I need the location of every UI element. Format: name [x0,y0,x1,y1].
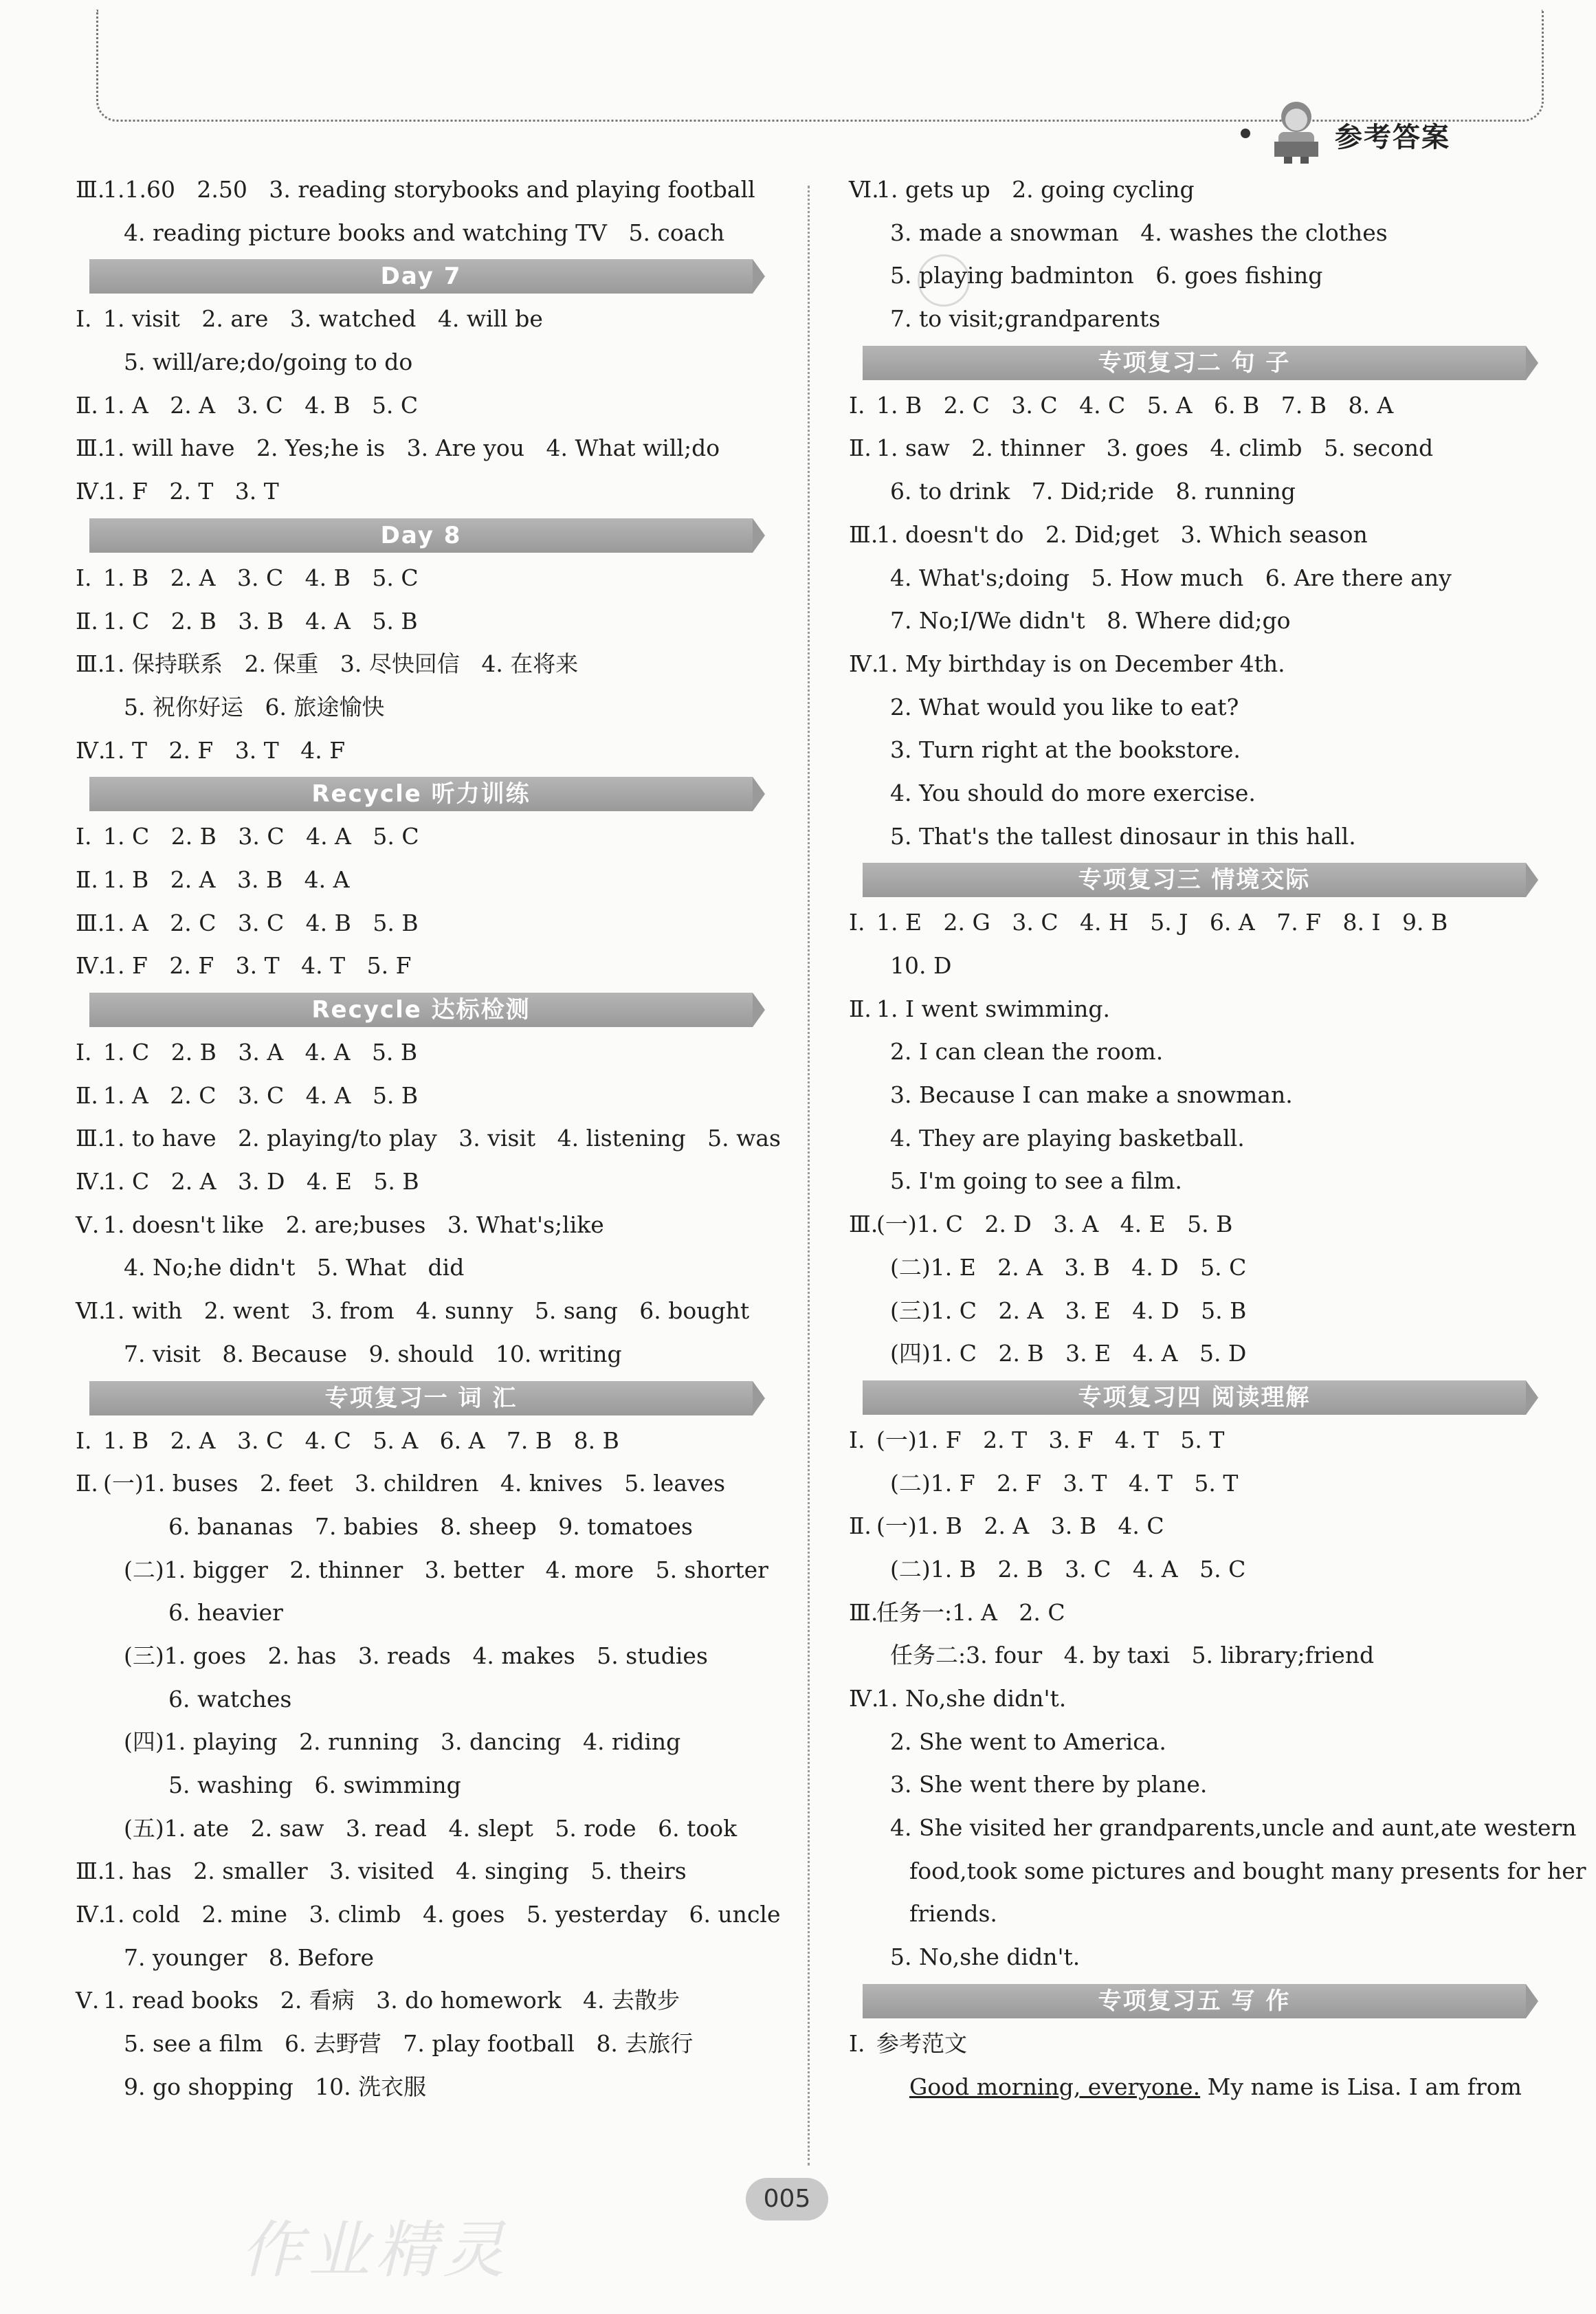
answer-text: (三)1. goes 2. has 3. reads 4. makes 5. studies [124,1642,708,1669]
answer-text: (二)1. F 2. F 3. T 4. T 5. T [890,1469,1239,1497]
answer-line [76,1075,763,1118]
answer-text: 7. younger 8. Before [124,1943,375,1971]
answer-line [849,901,1536,945]
answer-line [849,1893,1536,1936]
question-group-numeral: Ⅰ. [76,564,92,591]
page-number: 005 [746,2178,828,2221]
answer-line [76,1333,763,1376]
answer-line [849,1850,1586,1893]
question-group-numeral: Ⅲ. [849,1598,878,1626]
answer-text: 4. She visited her grandparents,uncle and aunt,ate western [890,1814,1577,1842]
answer-text: 1. I went swimming. [876,995,1111,1022]
section-header-bar: Day 8 [89,518,753,553]
answer-line [849,254,1536,298]
answer-text: (一)1. C 2. D 3. A 4. E 5. B [876,1211,1233,1238]
header-bullet [1241,129,1250,138]
answer-text: (二)1. bigger 2. thinner 3. better 4. more 5. shorter [124,1556,768,1583]
answer-text: 1. F 2. F 3. T 4. T 5. F [103,952,412,980]
answer-line [849,1634,1536,1677]
section-header-bar: 专项复习四 阅读理解 [863,1380,1526,1415]
section-header-bar: 专项复习二 句 子 [863,346,1526,380]
answer-line [849,514,1536,557]
answer-text: 5. No,she didn't. [890,1943,1080,1971]
answer-text: 6. heavier [168,1599,283,1627]
answer-text: 1. saw 2. thinner 3. goes 4. climb 5. second [876,434,1434,462]
question-group-numeral: Ⅰ. [76,305,92,333]
answer-text: 1. C 2. B 3. B 4. A 5. B [103,607,418,635]
answer-line [849,1591,1536,1635]
answer-text: 1. E 2. G 3. C 4. H 5. J 6. A 7. F 8. I 9. B [876,909,1448,936]
answer-text: 1.1.60 2.50 3. reading storybooks and playing football [103,176,755,203]
answer-line [76,1893,781,1937]
question-group-numeral: Ⅱ. [76,866,98,893]
question-group-numeral: Ⅱ. [849,995,872,1022]
answer-text: 1. gets up 2. going cycling [876,176,1195,203]
answer-text: 1. B 2. A 3. C 4. B 5. C [103,564,419,591]
question-group-numeral: Ⅰ. [849,391,865,419]
question-group-numeral: Ⅲ. [76,1858,105,1885]
underlined-text: Good morning, everyone. [909,2073,1201,2100]
answer-text: 1. A 2. A 3. C 4. B 5. C [103,391,419,419]
answer-text: 3. She went there by plane. [890,1771,1208,1798]
question-group-numeral: Ⅲ. [849,1211,878,1238]
answer-line [76,859,763,902]
answer-text: 参考范文 [876,2029,967,2057]
answer-text: (二)1. B 2. B 3. C 4. A 5. C [890,1555,1246,1583]
answer-text: 5. 祝你好运 6. 旅途愉快 [124,693,385,720]
answer-text: 5. That's the tallest dinosaur in this hall. [890,822,1356,850]
answer-text: 1. C 2. B 3. A 4. A 5. B [103,1039,418,1066]
answer-text: 1. visit 2. are 3. watched 4. will be [103,305,543,333]
answer-line [76,902,763,945]
answer-text: My name is Lisa. I am from [1200,2073,1522,2100]
question-group-numeral: Ⅱ. [849,1512,872,1540]
question-group-numeral: Ⅳ. [849,650,879,677]
answer-line [849,729,1536,772]
answer-line [76,2066,763,2109]
answer-text: 5. playing badminton 6. goes fishing [890,262,1323,289]
question-group-numeral: Ⅱ. [76,1470,98,1497]
answer-line [849,1332,1536,1376]
answer-line [849,1031,1536,1074]
answer-text: (二)1. E 2. A 3. B 4. D 5. C [890,1253,1247,1281]
answer-line [849,1548,1536,1591]
answer-line [76,212,763,255]
answer-line [76,557,763,600]
question-group-numeral: Ⅲ. [76,650,105,678]
answer-text: 1. doesn't do 2. Did;get 3. Which season [876,520,1368,548]
answer-text: 2. I can clean the room. [890,1038,1164,1066]
answer-line [849,1763,1536,1807]
answer-text: 7. No;I/We didn't 8. Where did;go [890,607,1291,635]
answer-text: 1. A 2. C 3. C 4. B 5. B [103,909,419,936]
answer-line [849,1203,1536,1246]
answer-line [849,1419,1536,1462]
answer-text: food,took some pictures and bought many presents for her [909,1857,1586,1884]
answer-text: 5. washing 6. swimming [168,1772,461,1798]
question-group-numeral: Ⅰ. [76,823,92,850]
answer-text: 1. F 2. T 3. T [103,478,279,505]
answer-text: 10. D [890,952,952,979]
answer-line [76,686,763,729]
question-group-numeral: Ⅱ. [849,434,872,462]
question-group-numeral: Ⅰ. [849,1426,865,1453]
answer-line [849,643,1536,686]
answer-text: 1. B 2. A 3. C 4. C 5. A 6. A 7. B 8. B [103,1426,619,1454]
answer-text: 1. to have 2. playing/to play 3. visit 4. listening 5. was [103,1125,781,1152]
answer-line [849,1505,1536,1548]
answer-text: 7. to visit;grandparents [890,305,1161,333]
answer-line [849,1807,1577,1850]
answer-text: 9. go shopping 10. 洗衣服 [124,2073,427,2100]
answer-line [76,945,763,988]
answer-line [76,1678,763,1721]
answer-line [849,1117,1536,1160]
answer-line [76,1807,763,1851]
answer-text: (一)1. F 2. T 3. F 4. T 5. T [876,1426,1225,1453]
answer-text: 5. will/are;do/going to do [124,349,413,376]
watermark: 作业精灵 [241,2214,510,2287]
answer-line [76,1031,763,1075]
answer-text: 5. I'm going to see a film. [890,1167,1182,1195]
question-group-numeral: Ⅳ. [76,736,106,764]
answer-line [76,298,763,341]
answer-text: 2. What would you like to eat? [890,693,1239,720]
answer-line [849,599,1536,643]
answer-line [76,1549,768,1592]
answer-text: 1. cold 2. mine 3. climb 4. goes 5. yesterday 6. uncle [103,1901,781,1928]
question-group-numeral: Ⅴ. [76,1211,100,1238]
student-reading-icon [1265,96,1328,165]
answer-line [849,815,1536,859]
answer-line [76,470,763,514]
answer-text: (四)1. C 2. B 3. E 4. A 5. D [890,1340,1247,1367]
question-group-numeral: Ⅲ. [76,434,105,462]
question-group-numeral: Ⅳ. [76,952,106,980]
answer-line [76,1591,763,1635]
question-group-numeral: Ⅴ. [76,1987,100,2014]
answer-text: (三)1. C 2. A 3. E 4. D 5. B [890,1297,1247,1324]
answer-line [76,1420,763,1463]
question-group-numeral: Ⅳ. [849,1685,879,1712]
answer-text: 1. T 2. F 3. T 4. F [103,736,346,764]
answer-line [849,1721,1536,1764]
answer-line [849,1074,1536,1117]
question-group-numeral: Ⅰ. [76,1039,92,1066]
question-group-numeral: Ⅳ. [76,1168,106,1195]
answer-text: 1. B 2. A 3. B 4. A [103,866,350,893]
answer-text: 1. read books 2. 看病 3. do homework 4. 去散步 [103,1987,680,2014]
answer-text: 1. with 2. went 3. from 4. sunny 5. sang 6. bought [103,1297,750,1325]
question-group-numeral: Ⅵ. [849,176,879,203]
question-group-numeral: Ⅱ. [76,391,98,419]
answer-line [849,2023,1536,2066]
answer-line [76,643,763,686]
question-group-numeral: Ⅲ. [76,1125,105,1152]
answer-text: 4. They are playing basketball. [890,1124,1245,1152]
answer-line [76,729,763,773]
answer-line [76,1160,763,1204]
question-group-numeral: Ⅲ. [849,520,878,548]
answer-text: 1. C 2. B 3. C 4. A 5. C [103,823,419,850]
answer-line [76,427,763,470]
answer-text: 1. No,she didn't. [876,1685,1067,1712]
answer-text: 7. visit 8. Because 9. should 10. writing [124,1340,622,1367]
question-group-numeral: Ⅵ. [76,1297,106,1325]
answer-text: 1. doesn't like 2. are;buses 3. What's;like [103,1211,604,1238]
answer-text: 1. will have 2. Yes;he is 3. Are you 4. What will;do [103,434,720,462]
answer-line [849,557,1536,600]
section-header-bar: Recycle 听力训练 [89,777,753,811]
section-header-bar: Recycle 达标检测 [89,993,753,1027]
answer-text: 任务二:3. four 4. by taxi 5. library;friend [890,1642,1375,1669]
answer-line [76,1506,763,1549]
answer-line [849,1160,1536,1203]
answer-line [849,772,1536,815]
answer-text: 1. B 2. C 3. C 4. C 5. A 6. B 7. B 8. A [876,391,1394,419]
answer-text: 4. You should do more exercise. [890,779,1256,806]
answer-key-title: 参考答案 [1335,122,1450,153]
answer-text: (一)1. buses 2. feet 3. children 4. knives 5. leaves [103,1470,726,1497]
answer-line [76,2023,763,2066]
answer-line [76,1117,781,1160]
section-header-bar: 专项复习五 写 作 [863,1984,1526,2018]
answer-text: 3. made a snowman 4. washes the clothes [890,219,1388,246]
answer-text: (四)1. playing 2. running 3. dancing 4. riding [124,1728,681,1756]
answer-text: 1. 保持联系 2. 保重 3. 尽快回信 4. 在将来 [103,650,579,678]
right-column [849,168,1586,2108]
answer-line [849,1677,1536,1721]
question-group-numeral: Ⅱ. [76,1081,98,1109]
section-header-bar: Day 7 [89,259,753,294]
answer-line [849,988,1536,1031]
answer-line [76,168,763,212]
answer-text: 6. bananas 7. babies 8. sheep 9. tomatoes [168,1512,693,1540]
answer-text: (一)1. B 2. A 3. B 4. C [876,1512,1164,1540]
answer-line [849,1462,1536,1506]
answer-text: 6. to drink 7. Did;ride 8. running [890,478,1296,505]
section-header-bar: 专项复习三 情境交际 [863,863,1526,897]
answer-line [76,1764,763,1807]
answer-text: 2. She went to America. [890,1728,1166,1755]
answer-line [849,1246,1536,1290]
answer-line [76,1635,763,1678]
answer-text: 5. see a film 6. 去野营 7. play football 8. 去旅行 [124,2030,694,2058]
answer-line [849,1936,1536,1979]
question-group-numeral: Ⅱ. [76,607,98,635]
question-group-numeral: Ⅲ. [76,909,105,936]
answer-line [849,470,1536,514]
answer-text: 6. watches [168,1685,292,1712]
answer-line [76,600,763,643]
answer-text: 任务一:1. A 2. C [876,1598,1065,1626]
question-group-numeral: Ⅳ. [76,478,106,505]
answer-line [849,168,1536,212]
answer-line [76,384,763,428]
answer-text: 4. reading picture books and watching TV 5. coach [124,219,725,246]
answer-text: friends. [909,1900,997,1928]
answer-line [849,427,1536,470]
answer-line [76,1246,763,1290]
question-group-numeral: Ⅲ. [76,176,105,203]
answer-line [849,384,1536,428]
answer-text: 3. Because I can make a snowman. [890,1081,1293,1109]
answer-line [849,1290,1536,1333]
answer-line [76,1979,763,2023]
answer-text: 4. What's;doing 5. How much 6. Are there any [890,564,1452,591]
answer-line [849,945,1536,988]
answer-line [849,686,1536,729]
section-header-bar: 专项复习一 词 汇 [89,1381,753,1415]
answer-text: 1. C 2. A 3. D 4. E 5. B [103,1168,419,1195]
answer-line [849,298,1536,341]
answer-text: 1. has 2. smaller 3. visited 4. singing 5. theirs [103,1858,687,1885]
question-group-numeral: Ⅰ. [849,2029,865,2057]
answer-line [76,1204,763,1247]
answer-line [76,1290,763,1333]
column-divider [808,186,810,2166]
answer-text: (五)1. ate 2. saw 3. read 4. slept 5. rode 6. took [124,1814,738,1842]
answer-text: 1. A 2. C 3. C 4. A 5. B [103,1081,419,1109]
answer-line [76,815,763,859]
answer-text: 3. Turn right at the bookstore. [890,736,1241,764]
answer-line [76,1462,763,1506]
answer-line [849,212,1536,255]
answer-line [849,2066,1536,2109]
answer-text: 1. My birthday is on December 4th. [876,650,1285,677]
question-group-numeral: Ⅳ. [76,1901,106,1928]
answer-line [76,1721,763,1764]
answer-text: 4. No;he didn't 5. What did [124,1254,465,1281]
question-group-numeral: Ⅰ. [849,909,865,936]
answer-line [76,1850,763,1893]
left-column [76,168,781,2109]
answer-line [76,1937,763,1980]
answer-line [76,341,763,384]
question-group-numeral: Ⅰ. [76,1426,92,1454]
